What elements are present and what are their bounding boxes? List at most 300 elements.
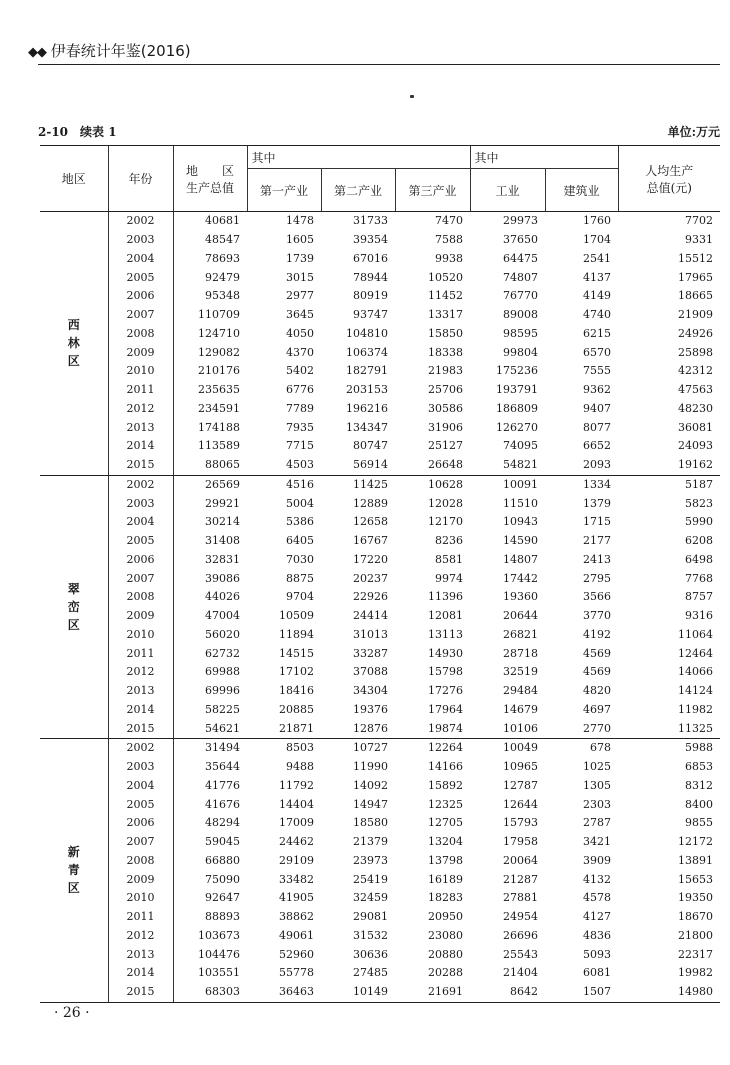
cell-secondary: 12658	[353, 515, 388, 529]
table-row	[40, 870, 720, 889]
cell-industry: 11510	[503, 496, 538, 510]
cell-year: 2008	[108, 852, 173, 871]
table-row	[40, 607, 720, 626]
cell-industry: 15793	[503, 816, 538, 830]
cell-year: 2015	[108, 719, 173, 738]
cell-tertiary: 12081	[428, 609, 463, 623]
cell-industry: 19360	[503, 590, 538, 604]
cell-primary: 1478	[286, 214, 314, 228]
unit-label: 单位:万元	[667, 125, 720, 139]
table-row	[40, 908, 720, 927]
cell-gdp: 41776	[173, 777, 247, 796]
table-row	[40, 231, 720, 250]
cell-per-capita: 14124	[678, 684, 714, 698]
cell-industry: 89008	[503, 308, 538, 322]
cell-secondary: 33287	[353, 646, 388, 660]
cell-industry: 14590	[503, 534, 538, 548]
table-row	[40, 551, 720, 570]
cell-construction: 1379	[583, 496, 612, 510]
cell-gdp: 78693	[173, 250, 247, 269]
cell-gdp: 31408	[173, 532, 247, 551]
region-char: 林	[67, 336, 80, 351]
cell-secondary: 24414	[353, 609, 388, 623]
cell-year: 2008	[108, 588, 173, 607]
cell-year: 2014	[108, 964, 173, 983]
cell-secondary: 21379	[353, 835, 388, 849]
cell-per-capita: 9855	[685, 816, 714, 830]
table-row	[40, 475, 720, 494]
cell-tertiary: 13317	[428, 308, 463, 322]
cell-secondary: 10149	[321, 983, 395, 1002]
cell-primary: 8875	[286, 571, 314, 585]
cell-per-capita: 14980	[618, 983, 720, 1002]
table-row	[40, 250, 720, 269]
cell-tertiary: 15892	[428, 778, 463, 792]
cell-per-capita: 21800	[678, 928, 714, 942]
cell-gdp: 58225	[173, 701, 247, 720]
cell-per-capita: 15512	[678, 251, 714, 265]
cell-tertiary: 14930	[428, 646, 463, 660]
cell-industry: 29484	[503, 684, 538, 698]
cell-secondary: 19376	[353, 702, 388, 716]
table-row	[40, 287, 720, 306]
cell-secondary: 29081	[353, 910, 388, 924]
cell-industry: 29973	[503, 214, 538, 228]
cell-year: 2006	[108, 287, 173, 306]
cell-year: 2005	[108, 795, 173, 814]
cell-gdp: 29921	[173, 494, 247, 513]
cell-year: 2014	[108, 701, 173, 720]
cell-tertiary: 10628	[428, 477, 463, 491]
cell-industry: 12644	[503, 797, 538, 811]
cell-tertiary: 13204	[428, 835, 463, 849]
cell-construction: 4578	[583, 891, 612, 905]
cell-per-capita: 11982	[678, 702, 714, 716]
cell-primary: 3645	[286, 308, 314, 322]
cell-per-capita: 19982	[678, 966, 714, 980]
cell-primary: 4503	[247, 456, 321, 475]
cell-year: 2004	[108, 513, 173, 532]
cell-year: 2009	[108, 343, 173, 362]
col-tertiary: 第三产业	[395, 169, 470, 212]
cell-secondary: 27485	[353, 966, 388, 980]
cell-construction: 4192	[583, 627, 612, 641]
cell-construction: 4569	[583, 665, 612, 679]
cell-secondary: 31733	[353, 214, 388, 228]
col-gdp	[173, 146, 247, 212]
cell-secondary: 56914	[321, 456, 395, 475]
cell-industry: 126270	[496, 420, 538, 434]
cell-construction: 4697	[583, 702, 612, 716]
table-row	[40, 325, 720, 344]
cell-gdp: 39086	[173, 569, 247, 588]
cell-per-capita: 47563	[678, 383, 714, 397]
cell-industry: 10965	[503, 760, 538, 774]
table-row	[40, 833, 720, 852]
cell-secondary: 134347	[346, 420, 388, 434]
cell-industry: 26821	[503, 627, 538, 641]
cell-construction: 3566	[583, 590, 612, 604]
cell-gdp: 59045	[173, 833, 247, 852]
table-row	[40, 983, 720, 1002]
cell-tertiary: 16189	[428, 872, 463, 886]
cell-tertiary: 11396	[428, 590, 463, 604]
cell-construction: 2093	[545, 456, 618, 475]
cell-tertiary: 13113	[428, 627, 463, 641]
cell-tertiary: 15850	[428, 326, 463, 340]
cell-primary: 7715	[286, 439, 314, 453]
cell-construction: 9407	[583, 401, 612, 415]
cell-industry: 10091	[503, 477, 538, 491]
cell-construction: 2177	[583, 534, 612, 548]
cell-primary: 5386	[286, 515, 314, 529]
cell-gdp: 62732	[173, 644, 247, 663]
cell-industry: 37650	[503, 233, 538, 247]
cell-per-capita: 17965	[678, 270, 714, 284]
cell-tertiary: 30586	[428, 401, 463, 415]
cell-construction: 5093	[583, 947, 612, 961]
diamond-icon: ◆◆	[28, 45, 46, 60]
cell-secondary: 23973	[353, 853, 388, 867]
cell-tertiary: 19874	[395, 719, 470, 738]
cell-primary: 8503	[286, 741, 314, 755]
cell-gdp: 69996	[173, 682, 247, 701]
running-header	[28, 40, 191, 61]
cell-year: 2015	[108, 456, 173, 475]
cell-primary: 29109	[279, 853, 314, 867]
cell-construction: 2787	[583, 816, 612, 830]
cell-tertiary: 15798	[428, 665, 463, 679]
cell-year: 2010	[108, 626, 173, 645]
table-row	[40, 739, 720, 758]
cell-secondary: 203153	[346, 383, 388, 397]
table-row	[40, 682, 720, 701]
cell-gdp: 31494	[173, 739, 247, 758]
cell-industry: 74095	[503, 439, 538, 453]
cell-year: 2004	[108, 777, 173, 796]
cell-construction: 4132	[583, 872, 612, 886]
cell-year: 2006	[108, 814, 173, 833]
table-row	[40, 626, 720, 645]
cell-construction: 1704	[583, 233, 612, 247]
cell-secondary: 106374	[346, 345, 388, 359]
cell-year: 2011	[108, 381, 173, 400]
cell-gdp: 44026	[173, 588, 247, 607]
cell-year: 2009	[108, 607, 173, 626]
cell-industry: 28718	[503, 646, 538, 660]
gdp-table	[40, 145, 720, 1003]
print-speck	[410, 95, 414, 98]
cell-tertiary: 20950	[428, 910, 463, 924]
cell-gdp: 129082	[173, 343, 247, 362]
cell-per-capita: 21909	[678, 308, 714, 322]
cell-industry: 99804	[503, 345, 538, 359]
cell-gdp: 68303	[173, 983, 247, 1002]
book-title: 伊春统计年鉴(2016)	[50, 42, 191, 60]
cell-construction: 6570	[583, 345, 612, 359]
cell-secondary: 37088	[353, 665, 388, 679]
cell-year: 2003	[108, 758, 173, 777]
cell-primary: 55778	[279, 966, 314, 980]
cell-secondary: 18580	[353, 816, 388, 830]
table-row	[40, 719, 720, 738]
cell-construction: 2795	[583, 571, 612, 585]
cell-primary: 7935	[286, 420, 314, 434]
region-char: 区	[67, 881, 80, 896]
cell-gdp: 41676	[173, 795, 247, 814]
cell-construction: 4149	[583, 289, 612, 303]
table-row	[40, 663, 720, 682]
cell-primary: 11894	[279, 627, 314, 641]
table-row	[40, 777, 720, 796]
cell-gdp: 48547	[173, 231, 247, 250]
cell-secondary: 11990	[353, 760, 388, 774]
cell-industry: 21404	[503, 966, 538, 980]
table-row	[40, 418, 720, 437]
cell-gdp: 35644	[173, 758, 247, 777]
table-row	[40, 644, 720, 663]
region-label	[40, 475, 108, 739]
cell-year: 2013	[108, 418, 173, 437]
cell-construction: 4740	[583, 308, 612, 322]
cell-primary: 4516	[286, 477, 314, 491]
cell-per-capita: 19350	[678, 891, 714, 905]
cell-secondary: 104810	[346, 326, 388, 340]
col-gdp-line2: 生产总值	[185, 180, 234, 195]
cell-year: 2015	[108, 983, 173, 1002]
cell-primary: 36463	[247, 983, 321, 1002]
cell-gdp: 40681	[173, 212, 247, 231]
cell-construction: 6215	[583, 326, 612, 340]
cell-tertiary: 26648	[395, 456, 470, 475]
cell-primary: 17009	[279, 816, 314, 830]
cell-year: 2012	[108, 663, 173, 682]
cell-per-capita: 7702	[685, 214, 714, 228]
cell-gdp: 235635	[173, 381, 247, 400]
cell-secondary: 20237	[353, 571, 388, 585]
cell-primary: 1605	[286, 233, 314, 247]
cell-gdp: 26569	[173, 475, 247, 494]
cell-secondary: 32459	[353, 891, 388, 905]
cell-secondary: 30636	[353, 947, 388, 961]
table-row	[40, 814, 720, 833]
cell-per-capita: 13891	[678, 853, 714, 867]
col-per-capita-line1: 人均生产	[645, 163, 694, 178]
cell-industry: 21287	[503, 872, 538, 886]
cell-primary: 24462	[279, 835, 314, 849]
cell-tertiary: 8581	[435, 552, 463, 566]
col-group-sectors: 其中	[247, 146, 470, 169]
cell-primary: 7789	[286, 401, 314, 415]
cell-gdp: 95348	[173, 287, 247, 306]
table-title: 2-10 续表 1	[38, 125, 117, 139]
cell-industry: 76770	[503, 289, 538, 303]
cell-gdp: 103673	[173, 927, 247, 946]
region-char: 新	[67, 845, 80, 860]
cell-primary: 14404	[279, 797, 314, 811]
cell-primary: 14515	[279, 646, 314, 660]
cell-year: 2004	[108, 250, 173, 269]
cell-tertiary: 21691	[395, 983, 470, 1002]
cell-secondary: 67016	[353, 251, 388, 265]
cell-primary: 7030	[286, 552, 314, 566]
table-row	[40, 513, 720, 532]
cell-year: 2013	[108, 682, 173, 701]
cell-industry: 10106	[470, 719, 545, 738]
cell-per-capita: 42312	[678, 364, 714, 378]
cell-primary: 49061	[279, 928, 314, 942]
region-char: 青	[67, 863, 80, 878]
cell-tertiary: 13798	[428, 853, 463, 867]
cell-tertiary: 11452	[428, 289, 463, 303]
cell-year: 2002	[108, 739, 173, 758]
cell-tertiary: 23080	[428, 928, 463, 942]
table-row	[40, 437, 720, 456]
cell-per-capita: 24926	[678, 326, 714, 340]
cell-industry: 14807	[503, 552, 538, 566]
col-group-secondary: 其中	[470, 146, 618, 169]
cell-per-capita: 7768	[685, 571, 714, 585]
cell-construction: 6652	[583, 439, 612, 453]
cell-per-capita: 18670	[678, 910, 714, 924]
cell-year: 2012	[108, 927, 173, 946]
cell-year: 2009	[108, 870, 173, 889]
cell-gdp: 66880	[173, 852, 247, 871]
cell-secondary: 31013	[353, 627, 388, 641]
cell-gdp: 113589	[173, 437, 247, 456]
cell-gdp: 103551	[173, 964, 247, 983]
table-row	[40, 532, 720, 551]
cell-tertiary: 17276	[428, 684, 463, 698]
table-row	[40, 889, 720, 908]
cell-primary: 4370	[286, 345, 314, 359]
cell-gdp: 47004	[173, 607, 247, 626]
col-region: 地区	[40, 146, 108, 212]
cell-year: 2008	[108, 325, 173, 344]
cell-tertiary: 17964	[428, 702, 463, 716]
table-row	[40, 569, 720, 588]
region-char: 翠	[67, 581, 80, 596]
cell-gdp: 88065	[173, 456, 247, 475]
cell-primary: 4050	[286, 326, 314, 340]
table-row	[40, 306, 720, 325]
cell-primary: 21871	[247, 719, 321, 738]
region-label	[40, 212, 108, 476]
cell-industry: 14679	[503, 702, 538, 716]
region-char: 峦	[67, 599, 80, 614]
col-per-capita	[618, 146, 720, 212]
cell-year: 2012	[108, 400, 173, 419]
cell-primary: 2977	[286, 289, 314, 303]
cell-per-capita: 5823	[685, 496, 714, 510]
col-gdp-line1: 地 区	[185, 163, 234, 178]
cell-construction: 4127	[583, 910, 612, 924]
col-year: 年份	[108, 146, 173, 212]
cell-industry: 175236	[496, 364, 538, 378]
cell-industry: 98595	[503, 326, 538, 340]
cell-industry: 32519	[503, 665, 538, 679]
cell-primary: 5402	[286, 364, 314, 378]
cell-primary: 9488	[286, 760, 314, 774]
cell-gdp: 210176	[173, 362, 247, 381]
table-row	[40, 456, 720, 475]
cell-gdp: 124710	[173, 325, 247, 344]
cell-tertiary: 18338	[428, 345, 463, 359]
cell-primary: 11792	[279, 778, 314, 792]
cell-industry: 24954	[503, 910, 538, 924]
cell-construction: 3770	[583, 609, 612, 623]
table-row	[40, 362, 720, 381]
cell-industry: 20064	[503, 853, 538, 867]
cell-construction: 1760	[583, 214, 612, 228]
cell-construction: 2413	[583, 552, 612, 566]
cell-construction: 4836	[583, 928, 612, 942]
cell-primary: 20885	[279, 702, 314, 716]
region-char: 区	[67, 354, 80, 369]
cell-secondary: 11425	[353, 477, 388, 491]
cell-per-capita: 6853	[685, 760, 714, 774]
cell-gdp: 54621	[173, 719, 247, 738]
cell-per-capita: 12172	[678, 835, 714, 849]
cell-secondary: 25419	[353, 872, 388, 886]
cell-per-capita: 9331	[685, 233, 714, 247]
cell-primary: 6405	[286, 534, 314, 548]
cell-industry: 10049	[503, 741, 538, 755]
cell-tertiary: 25127	[428, 439, 463, 453]
col-industry: 工业	[470, 169, 545, 212]
cell-year: 2002	[108, 475, 173, 494]
table-row	[40, 588, 720, 607]
table-row	[40, 381, 720, 400]
cell-tertiary: 18283	[428, 891, 463, 905]
cell-construction: 9362	[583, 383, 612, 397]
cell-per-capita: 22317	[678, 947, 714, 961]
cell-construction: 3421	[583, 835, 612, 849]
cell-tertiary: 12264	[428, 741, 463, 755]
cell-industry: 12787	[503, 778, 538, 792]
cell-secondary: 31532	[353, 928, 388, 942]
cell-secondary: 14947	[353, 797, 388, 811]
cell-primary: 10509	[279, 609, 314, 623]
cell-per-capita: 8400	[685, 797, 714, 811]
cell-primary: 9704	[286, 590, 314, 604]
cell-construction: 3909	[583, 853, 612, 867]
cell-tertiary: 20880	[428, 947, 463, 961]
table-row	[40, 964, 720, 983]
cell-construction: 1507	[545, 983, 618, 1002]
cell-construction: 2770	[545, 719, 618, 738]
cell-secondary: 17220	[353, 552, 388, 566]
cell-gdp: 174188	[173, 418, 247, 437]
cell-primary: 18416	[279, 684, 314, 698]
cell-tertiary: 10520	[428, 270, 463, 284]
cell-per-capita: 5990	[685, 515, 714, 529]
cell-per-capita: 9316	[685, 609, 714, 623]
cell-gdp: 92647	[173, 889, 247, 908]
cell-tertiary: 12325	[428, 797, 463, 811]
cell-construction: 4569	[583, 646, 612, 660]
col-construction: 建筑业	[545, 169, 618, 212]
table-body	[40, 212, 720, 1003]
cell-primary: 1739	[286, 251, 314, 265]
cell-gdp: 75090	[173, 870, 247, 889]
cell-secondary: 93747	[353, 308, 388, 322]
cell-industry: 193791	[496, 383, 538, 397]
cell-industry: 25543	[503, 947, 538, 961]
cell-industry: 27881	[503, 891, 538, 905]
cell-industry: 20644	[503, 609, 538, 623]
table-row	[40, 494, 720, 513]
